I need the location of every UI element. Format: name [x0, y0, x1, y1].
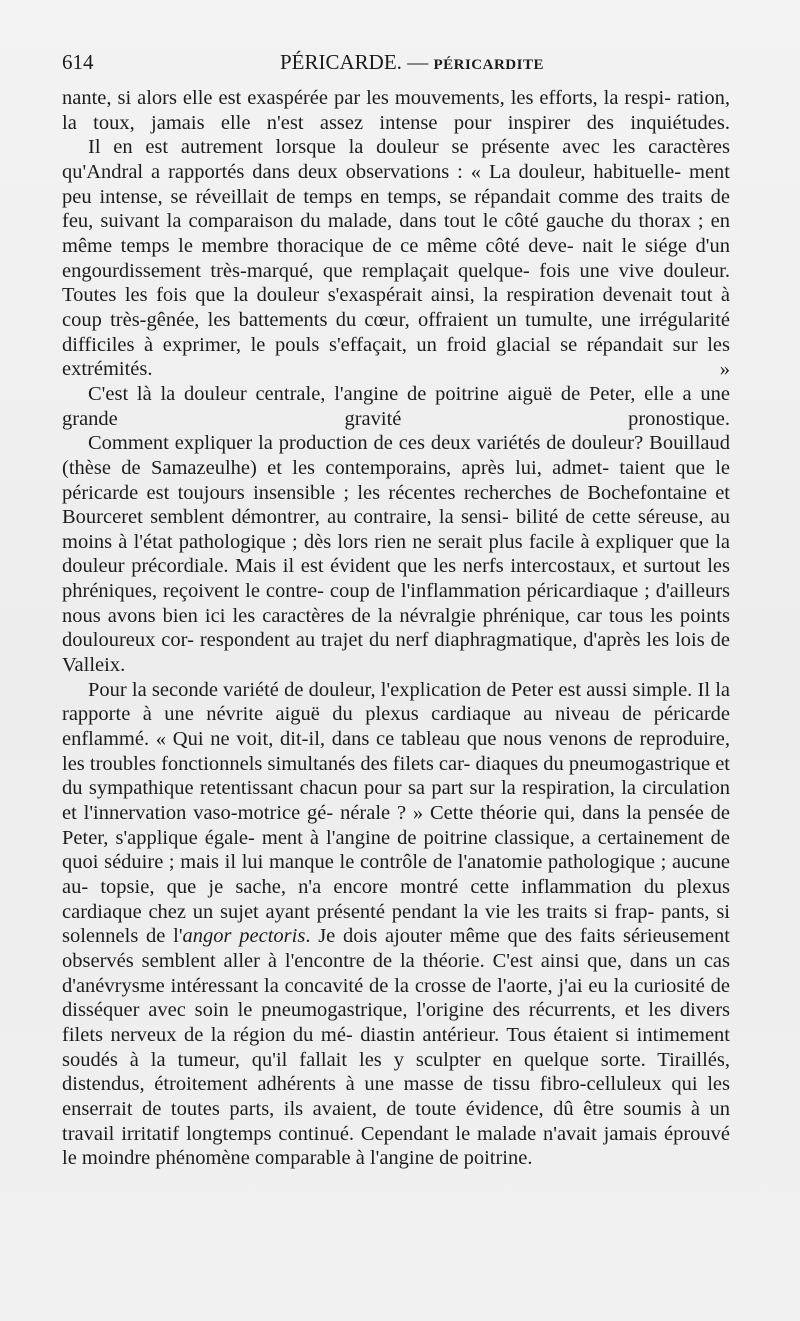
text-line: nait le siége d'un engourdissement très-marqué, que remplaçait quelque- — [62, 234, 730, 282]
text-line: sérieusement observés semblent aller à l'encontre de la théorie. C'est — [62, 925, 730, 972]
text-line: diaques du pneumogastrique et du sympathique retentissant chacun pour — [62, 752, 731, 800]
section-subtitle: PÉRICARDITE — [433, 57, 544, 73]
text-line: topsie, que je sache, n'a encore montré cette inflammation du plexus — [100, 876, 731, 898]
text-line: traits de feu, suivant la comparaison du malade, dans tout le côté gauche — [62, 185, 730, 233]
running-title — [280, 47, 544, 80]
body-text — [62, 86, 730, 1171]
text-line: longtemps continué. Cependant le malade n'avait jamais éprouvé le — [62, 1122, 730, 1170]
page-number: 614 — [62, 50, 94, 74]
text-line: parts, ils avaient, de toute évidence, dû être soumis à un travail irritatif — [62, 1097, 730, 1145]
text-line: de l'aorte, j'ai eu la curiosité de disséquer avec soin le pneumogastrique, — [62, 974, 730, 1022]
text-line: Il en est autrement lorsque la douleur se présente avec les caractères — [88, 136, 730, 159]
text-line: l'origine des récurrents, et les divers filets nerveux de la région du mé- — [62, 999, 730, 1046]
text-line: froid glacial se répandait sur les extrémités. » — [62, 333, 730, 381]
paragraph-explication — [62, 431, 730, 678]
text-line: de péricarde enflammé. « Qui ne voit, dit-il, dans ce tableau que nous — [62, 703, 730, 751]
title-dash: — — [407, 50, 429, 74]
text-line: une grande gravité pronostique. — [62, 382, 731, 430]
text-line: ment peu intense, se réveillait de temps en temps, se répandait comme des — [62, 160, 730, 208]
text-line: serait plus facile à expliquer que la douleur précordiale. Mais il est évident — [62, 530, 730, 578]
paragraph-douleur-centrale — [62, 382, 730, 431]
text-line: Pour la seconde variété de douleur, l'explication de Peter est aussi — [88, 678, 628, 701]
text-line: C'est là la douleur centrale, l'angine de poitrine aiguë de Peter, elle a — [88, 382, 692, 405]
text-line: venons de reproduire, les troubles fonctionnels simultanés des filets car- — [62, 728, 730, 775]
text-line: Comment expliquer la production de ces deux variétés de douleur? — [88, 432, 644, 455]
text-line: diastin antérieur. Tous étaient si intimement soudés à la tumeur, qu'il — [62, 1023, 731, 1071]
text-line: Bouillaud (thèse de Samazeulhe) et les contemporains, après lui, admet- — [62, 432, 730, 479]
text-line: respondent au trajet du nerf diaphragmatique, d'après les lois de Valleix. — [62, 629, 730, 677]
text-line: un tumulte, une irrégularité difficiles à exprimer, le pouls s'effaçait, un — [62, 308, 730, 356]
text-line: . Je dois ajouter même que des faits — [305, 925, 616, 948]
text-line: que les nerfs intercostaux, et surtout les phréniques, reçoivent le contre- — [62, 555, 730, 603]
text-line: moindre phénomène comparable à l'angine de poitrine. — [81, 1147, 533, 1170]
section-title: PÉRICARDE. — [280, 50, 402, 74]
paragraph-andral — [62, 135, 730, 382]
text-line: nérale ? » Cette théorie qui, dans la pensée de Peter, s'applique égale- — [62, 802, 730, 849]
text-line: Bochefontaine et Bourceret semblent démontrer, au contraire, la sensi- — [62, 481, 730, 529]
text-line: du thorax ; en même temps le membre thoracique de ce même côté deve- — [62, 210, 730, 257]
text-line: ment à l'angine de poitrine classique, a certainement de quoi séduire ; — [62, 826, 730, 874]
paragraph-continuation — [62, 86, 730, 135]
text-line: caractères de la névralgie phrénique, car tous les points douloureux cor- — [62, 604, 730, 652]
text-line: fois une vive douleur. Toutes les fois que la douleur s'exaspérait ainsi, la — [62, 259, 730, 307]
running-header — [62, 47, 742, 77]
text-line: simple. Il la rapporte à une névrite aiguë du plexus cardiaque au niveau — [62, 678, 731, 726]
text-line: mais il lui manque le contrôle de l'anatomie pathologique ; aucune au- — [62, 851, 731, 898]
text-line: taient que le péricarde est toujours insensible ; les récentes recherches de — [62, 456, 730, 504]
text-line: fallait les y sculpter en quelque sorte. Tiraillés, distendus, étroitement — [62, 1048, 730, 1096]
text-line: nante, si alors elle est exaspérée par les mouvements, les efforts, la respi- — [62, 87, 672, 109]
text-line: pants, si solennels de l' — [62, 900, 730, 948]
latin-term: angor pectoris — [182, 925, 306, 948]
text-line: respiration devenait tout à coup très-gênée, les battements du cœur, offraient — [62, 284, 730, 331]
text-line: sa part sur la respiration, la circulation et l'innervation vaso-motrice gé- — [62, 777, 730, 825]
text-line: bilité de cette séreuse, au moins à l'état pathologique ; dès lors rien ne — [62, 506, 730, 553]
text-line: cardiaque chez un sujet ayant présenté pendant la vie les traits si frap- — [62, 900, 655, 923]
text-line: coup de l'inflammation péricardiaque ; d'ailleurs nous avons bien ici les — [62, 580, 730, 627]
paragraph-seconde-variete — [62, 678, 730, 1171]
text-line: adhérents à une masse de tissu fibro-celluleux qui les enserrait de toutes — [62, 1073, 730, 1120]
text-line: ainsi que, dans un cas d'anévrysme intéressant la concavité de la crosse — [62, 949, 730, 997]
text-line: qu'Andral a rapportés dans deux observations : « La douleur, habituelle- — [62, 160, 682, 183]
text-line: ration, la toux, jamais elle n'est assez intense pour inspirer des inquiétudes. — [62, 87, 730, 134]
